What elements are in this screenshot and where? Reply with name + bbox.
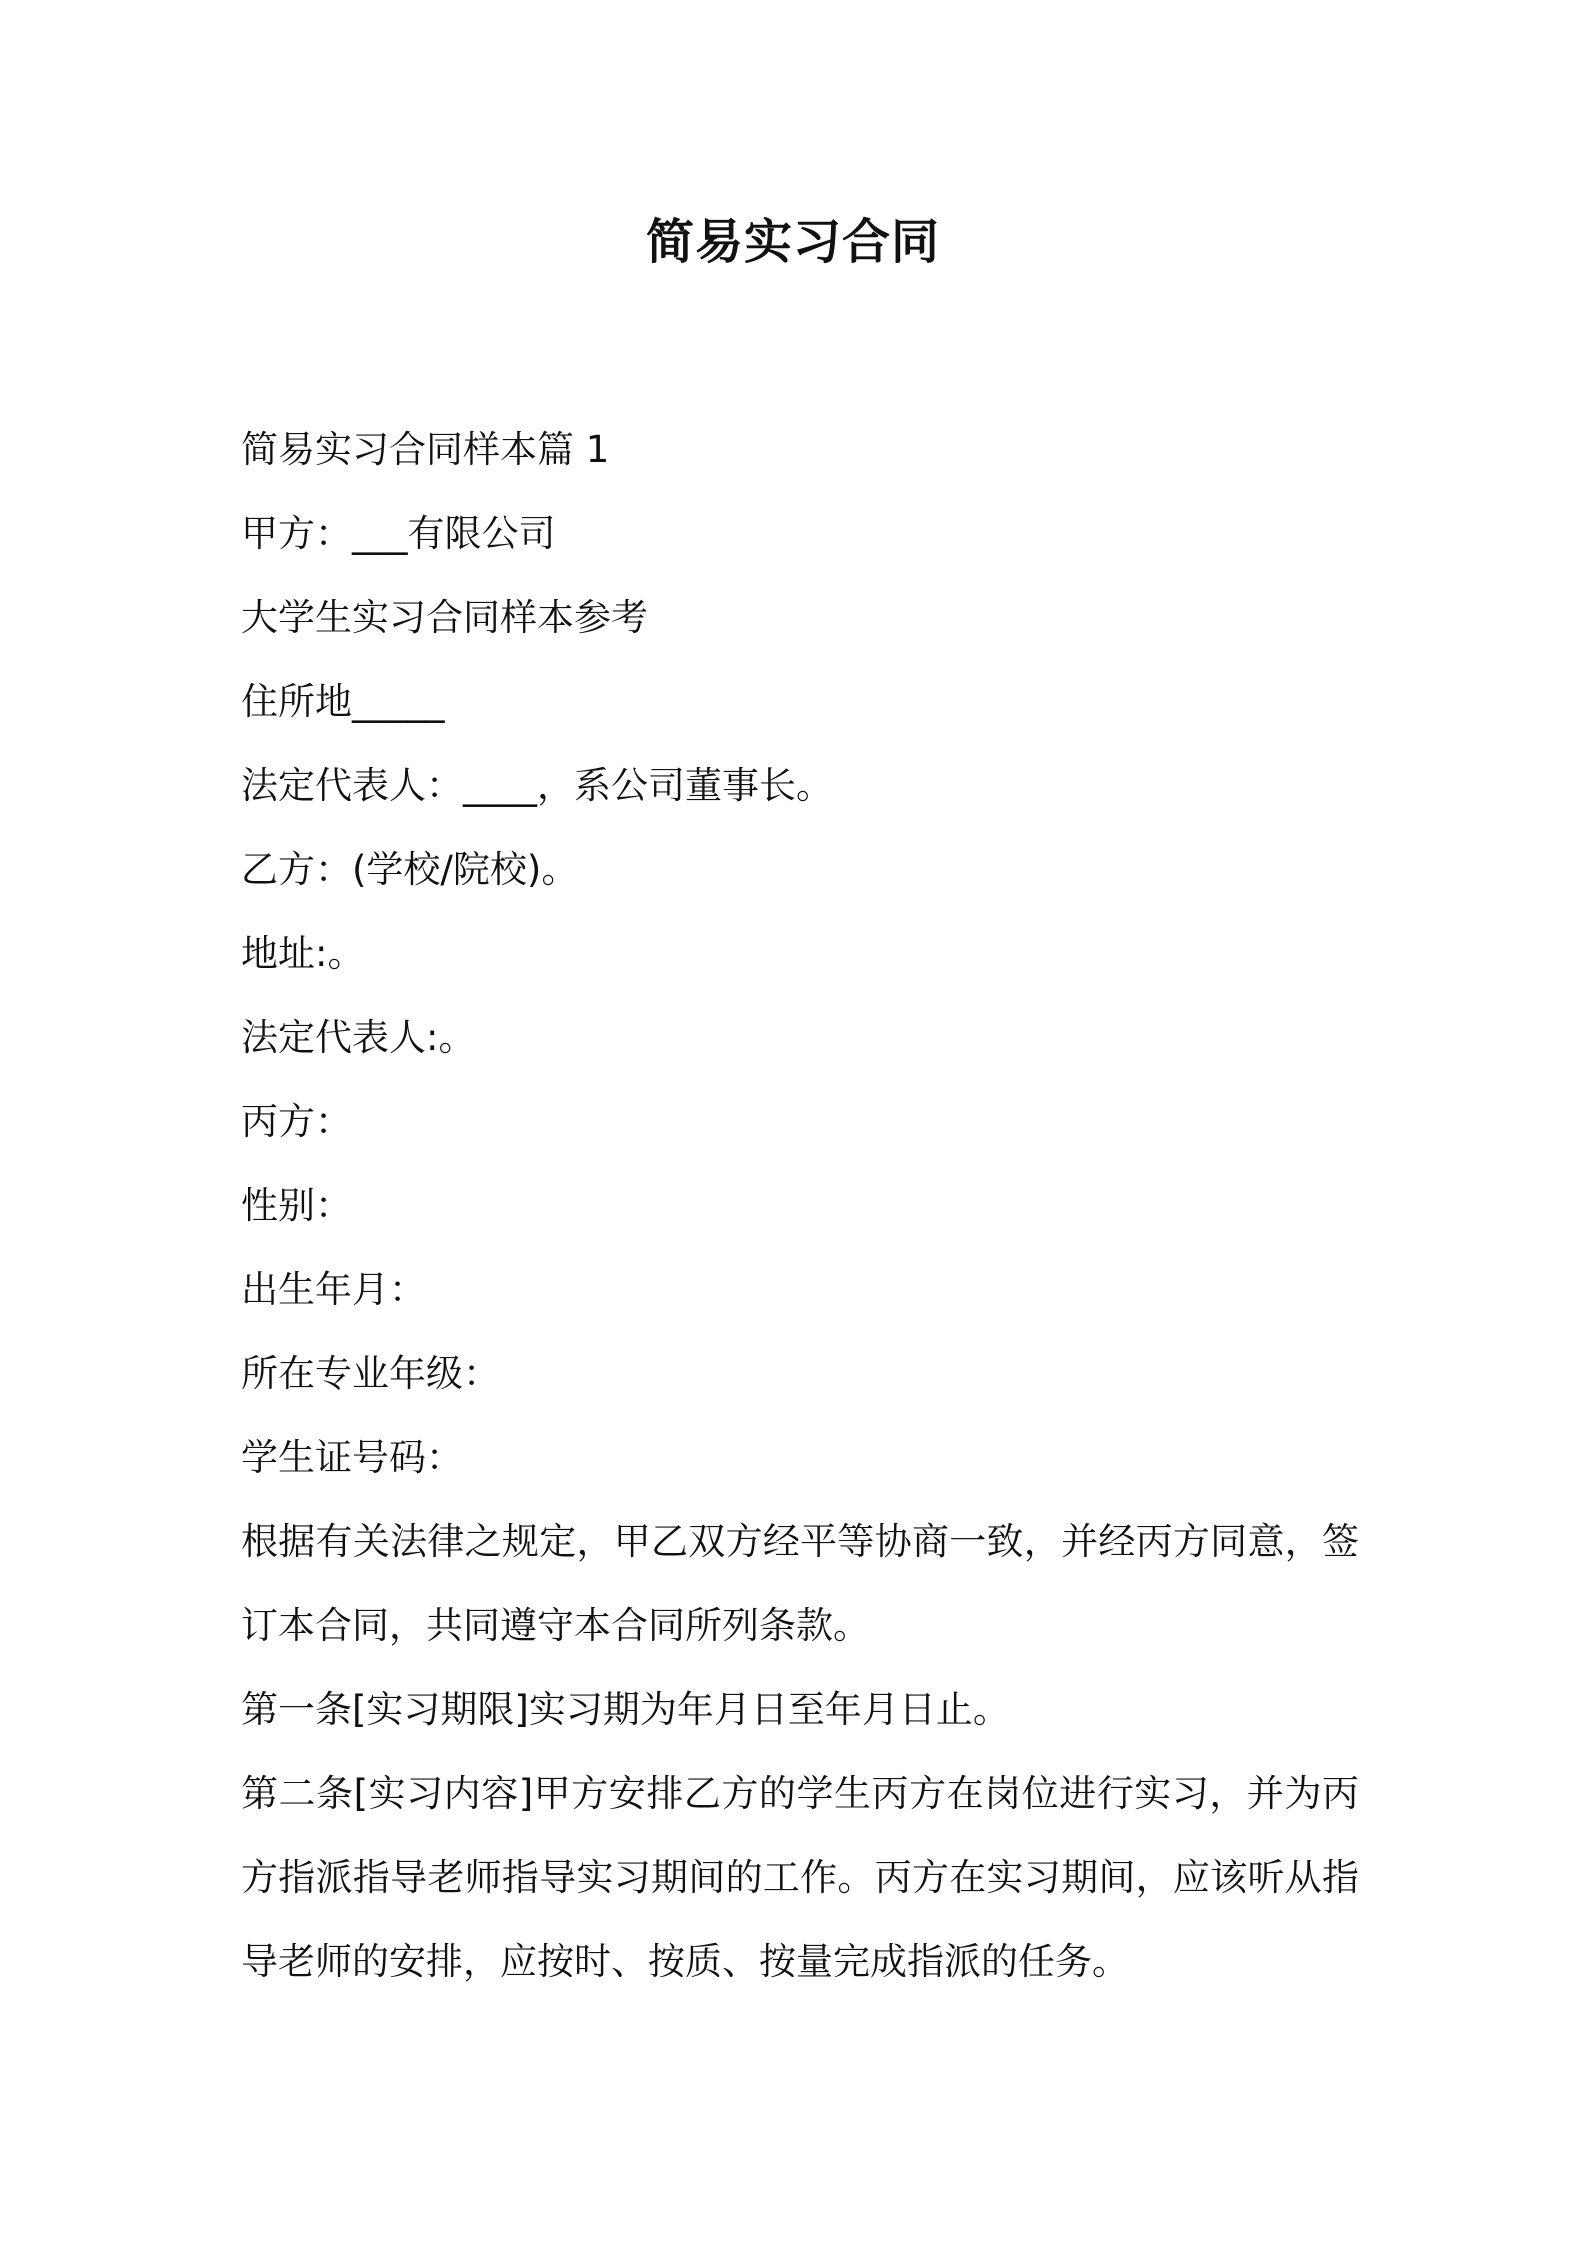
residence-line: 住所地_____	[241, 680, 445, 723]
article-2-paragraph: 第二条[实习内容]甲方安排乙方的学生丙方在岗位进行实习，并为丙方指派指导老师指导实习期间的工作。丙方在实习期间，应该听从指导老师的安排，应按时、按质、按量完成指派的任务。	[241, 1772, 1359, 1983]
document-title: 简易实习合同	[645, 214, 940, 270]
party-a-representative-line: 法定代表人：____，系公司董事长。	[241, 764, 833, 807]
article-1-paragraph: 第一条[实习期限]实习期为年月日至年月日止。	[241, 1688, 1010, 1731]
major-grade-line: 所在专业年级：	[241, 1352, 500, 1395]
party-b-representative-line: 法定代表人:。	[241, 1016, 476, 1059]
reference-line: 大学生实习合同样本参考	[241, 596, 648, 639]
gender-line: 性别：	[241, 1184, 352, 1227]
document-body	[241, 408, 1359, 2004]
address-line: 地址:。	[241, 932, 365, 975]
party-a-line: 甲方：___有限公司	[241, 512, 556, 555]
student-id-line: 学生证号码：	[241, 1436, 463, 1479]
party-b-line: 乙方：(学校/院校)。	[241, 848, 579, 891]
preamble-paragraph: 根据有关法律之规定，甲乙双方经平等协商一致，并经丙方同意，签订本合同，共同遵守本合同所列条款。	[241, 1520, 1359, 1647]
birth-date-line: 出生年月：	[241, 1268, 426, 1311]
sample-heading: 简易实习合同样本篇 1	[241, 428, 610, 471]
party-c-line: 丙方：	[241, 1100, 352, 1143]
